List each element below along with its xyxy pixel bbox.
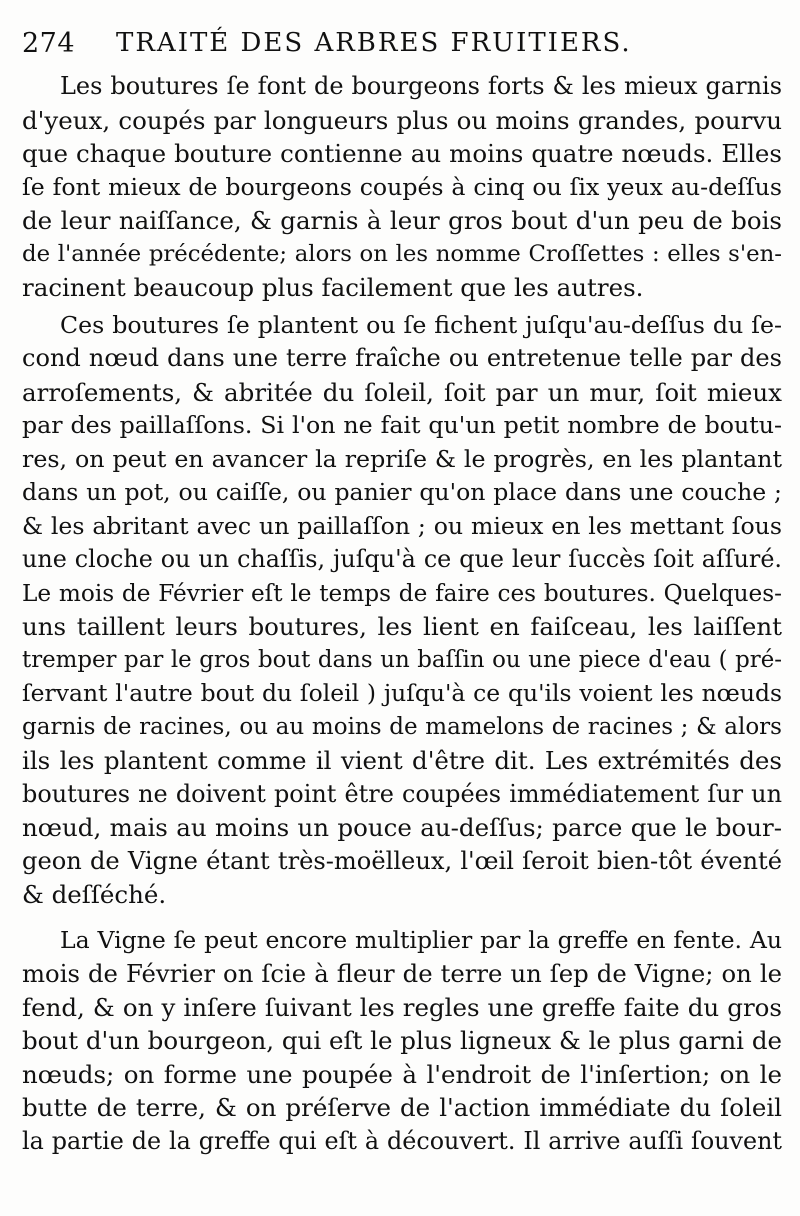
text-line: dans un pot, ou caiſſe, ou panier qu'on place dans une couche ; xyxy=(22,478,782,506)
text-line: d'yeux, coupés par longueurs plus ou moins grandes, pourvu xyxy=(22,105,782,135)
text-line: Le mois de Février eſt le temps de faire ces boutures. Quelques- xyxy=(22,579,782,607)
paragraph-2 xyxy=(22,309,782,912)
text-line: ils les plantent comme il vient d'être dit. Les extrémités des xyxy=(22,746,782,775)
text-line: nœuds; on forme une poupée à l'endroit de l'inſertion; on le xyxy=(22,1059,782,1089)
text-line: cond nœud dans une terre fraîche ou entretenue telle par des xyxy=(22,344,782,372)
text-line: Ces boutures ſe plantent ou ſe fichent juſqu'au-deſſus du ſe- xyxy=(60,310,782,339)
text-line: garnis de racines, ou au moins de mamelons de racines ; & alors xyxy=(22,713,782,740)
paragraph-1 xyxy=(22,70,782,305)
text-line: boutures ne doivent point être coupées immédiatement ſur un xyxy=(22,779,782,808)
text-line: res, on peut en avancer la repriſe & le progrès, en les plantant xyxy=(22,444,782,473)
text-line: la partie de la greffe qui eſt à découvert. Il arrive auſſi ſouvent xyxy=(22,1126,782,1155)
text-line: par des paillaſſons. Si l'on ne fait qu'un petit nombre de boutu- xyxy=(22,411,782,439)
text-line: de l'année précédente; alors on les nomme Croſſettes : elles s'en- xyxy=(22,240,782,267)
text-line: nœud, mais au moins un pouce au-deſſus; parce que le bour- xyxy=(22,813,782,842)
text-line: arroſements, & abritée du ſoleil, ſoit par un mur, ſoit mieux xyxy=(22,377,782,407)
text-line: & deſſéché. xyxy=(22,880,167,909)
text-line: ſervant l'autre bout du ſoleil ) juſqu'à ce qu'ils voient les nœuds xyxy=(22,679,782,707)
page-number: 274 xyxy=(22,28,76,59)
running-title: TRAITÉ DES ARBRES FRUITIERS. xyxy=(116,28,632,58)
text-line: tremper par le gros bout dans un baſſin ou une piece d'eau ( pré- xyxy=(22,646,782,673)
text-line: bout d'un bourgeon, qui eſt le plus ligneux & le plus garni de xyxy=(22,1026,782,1055)
text-line: racinent beaucoup plus facilement que les autres. xyxy=(22,273,644,302)
text-line: Les boutures ſe font de bourgeons forts & les mieux garnis xyxy=(60,72,782,100)
text-line: La Vigne ſe peut encore multiplier par la greffe en fente. Au xyxy=(60,925,782,954)
paragraph-3 xyxy=(22,924,782,1159)
text-line: geon de Vigne étant très-moëlleux, l'œil ſeroit bien-tôt éventé xyxy=(22,846,782,875)
text-line: de leur naiſſance, & garnis à leur gros bout d'un peu de bois xyxy=(22,206,782,235)
text-line: ſe font mieux de bourgeons coupés à cinq ou ſix yeux au-deſſus xyxy=(22,172,782,201)
text-line: uns taillent leurs boutures, les lient en faiſceau, les laiſſent xyxy=(22,612,782,641)
text-line: une cloche ou un chaſſis, juſqu'à ce que leur ſuccès ſoit aſſuré. xyxy=(22,545,782,573)
text-line: & les abritant avec un paillaſſon ; ou mieux en les mettant ſous xyxy=(22,511,782,540)
text-body xyxy=(22,70,782,1158)
text-line: que chaque bouture contienne au moins quatre nœuds. Elles xyxy=(22,139,782,168)
page-header xyxy=(22,22,782,62)
text-line: butte de terre, & on préſerve de l'action immédiate du ſoleil xyxy=(22,1093,782,1122)
text-line: fend, & on y inſere ſuivant les regles une greffe faite du gros xyxy=(22,992,782,1022)
text-line: mois de Février on ſcie à fleur de terre un ſep de Vigne; on le xyxy=(22,959,782,988)
